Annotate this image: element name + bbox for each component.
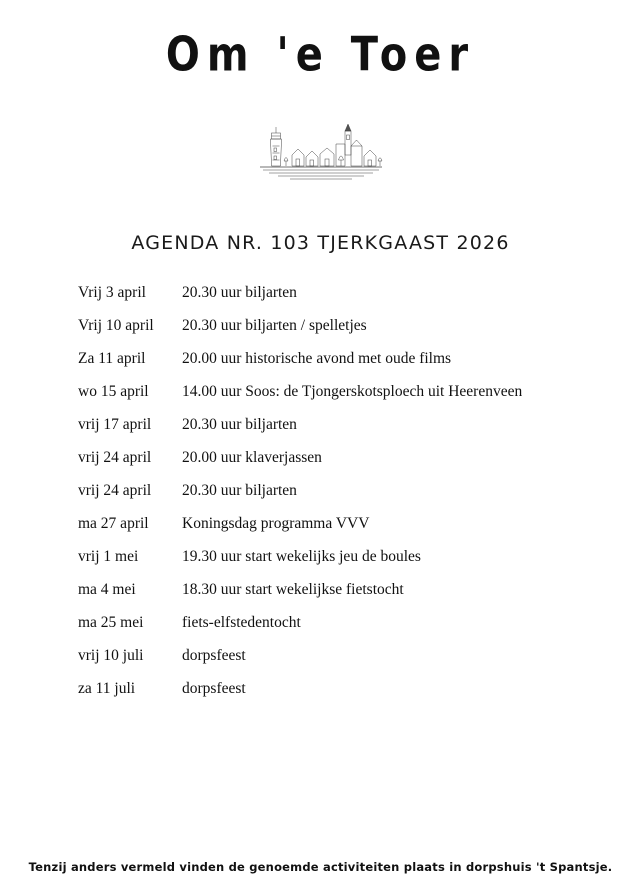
list-item bbox=[0, 647, 641, 680]
agenda-description: 20.30 uur biljarten bbox=[182, 416, 297, 433]
list-item bbox=[0, 680, 641, 713]
list-item bbox=[0, 482, 641, 515]
newsletter-page bbox=[0, 28, 641, 892]
agenda-date: wo 15 april bbox=[78, 383, 149, 400]
list-item bbox=[0, 581, 641, 614]
agenda-date: ma 25 mei bbox=[78, 614, 144, 631]
page-title: AGENDA NR. 103 TJERKGAAST 2026 bbox=[131, 232, 510, 254]
footer-note: Tenzij anders vermeld vinden de genoemde activiteiten plaats in dorpshuis 't Spantsje. bbox=[28, 860, 613, 874]
agenda-description: 19.30 uur start wekelijks jeu de boules bbox=[182, 548, 421, 565]
agenda-description: 20.30 uur biljarten bbox=[182, 284, 297, 301]
agenda-description: 18.30 uur start wekelijkse fietstocht bbox=[182, 581, 404, 598]
list-item bbox=[0, 548, 641, 581]
agenda-description: dorpsfeest bbox=[182, 647, 246, 664]
agenda-date: ma 27 april bbox=[78, 515, 149, 532]
list-item bbox=[0, 515, 641, 548]
agenda-list bbox=[0, 284, 641, 713]
agenda-date: Vrij 10 april bbox=[78, 317, 154, 334]
agenda-description: 20.30 uur biljarten bbox=[182, 482, 297, 499]
agenda-date: vrij 24 april bbox=[78, 482, 152, 499]
masthead-title: Om 'e Toer bbox=[165, 28, 476, 83]
agenda-date: vrij 24 april bbox=[78, 449, 152, 466]
agenda-description: 20.00 uur klaverjassen bbox=[182, 449, 322, 466]
agenda-date: vrij 1 mei bbox=[78, 548, 139, 565]
list-item bbox=[0, 284, 641, 317]
agenda-date: vrij 10 juli bbox=[78, 647, 144, 664]
logo-container bbox=[0, 118, 641, 184]
agenda-description: 20.00 uur historische avond met oude films bbox=[182, 350, 452, 367]
agenda-description: dorpsfeest bbox=[182, 680, 246, 697]
list-item bbox=[0, 317, 641, 350]
list-item bbox=[0, 614, 641, 647]
agenda-description: Koningsdag programma VVV bbox=[182, 515, 370, 532]
list-item bbox=[0, 350, 641, 383]
agenda-date: Za 11 april bbox=[78, 350, 146, 367]
agenda-description: 20.30 uur biljarten / spelletjes bbox=[182, 317, 367, 334]
agenda-description: fiets-elfstedentocht bbox=[182, 614, 301, 631]
village-skyline-lighthouse-icon bbox=[256, 118, 386, 184]
list-item bbox=[0, 449, 641, 482]
list-item bbox=[0, 383, 641, 416]
agenda-date: vrij 17 april bbox=[78, 416, 152, 433]
agenda-date: ma 4 mei bbox=[78, 581, 136, 598]
list-item bbox=[0, 416, 641, 449]
agenda-date: Vrij 3 april bbox=[78, 284, 146, 301]
agenda-date: za 11 juli bbox=[78, 680, 136, 697]
agenda-description: 14.00 uur Soos: de Tjongerskotsploech uit Heerenveen bbox=[182, 383, 523, 400]
